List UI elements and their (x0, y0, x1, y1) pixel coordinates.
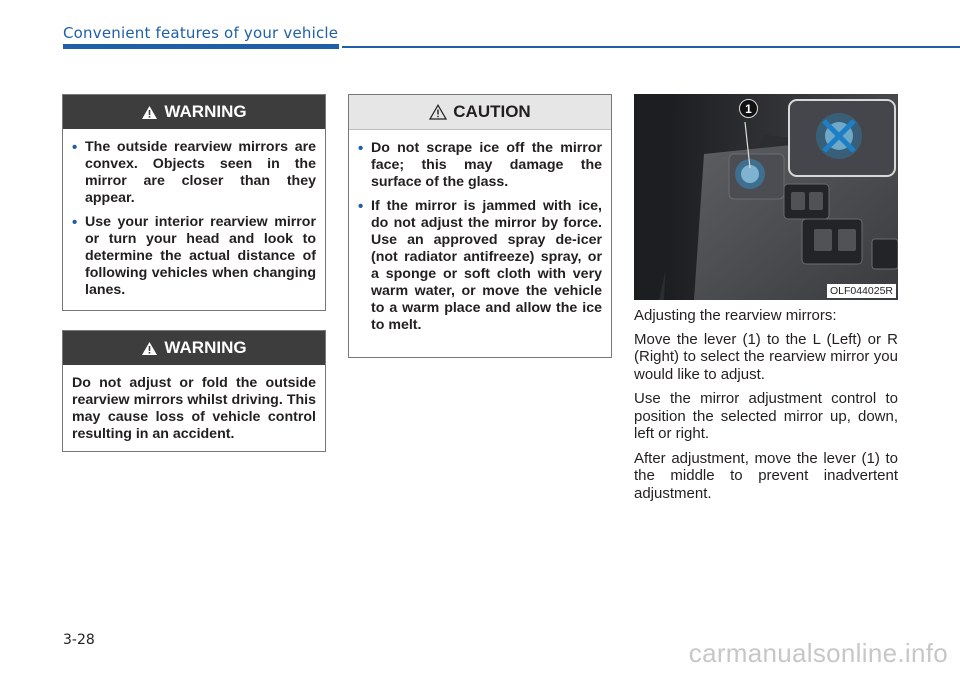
watermark: carmanualsonline.info (688, 638, 948, 668)
page-number: 3-28 (63, 632, 95, 648)
caution-box (348, 94, 612, 358)
warning-header (63, 95, 325, 129)
bullet-icon: • (358, 140, 364, 157)
caution-triangle-icon (429, 104, 447, 120)
instruction-paragraph: Use the mirror adjustment control to position the selected mirror up, down, left or right. (634, 390, 898, 442)
header-rule (342, 46, 960, 48)
list-item (358, 140, 602, 191)
warning-header (63, 331, 325, 365)
caution-header (349, 95, 611, 130)
caution-heading: CAUTION (453, 102, 531, 121)
warning-heading: WARNING (164, 102, 247, 121)
instruction-paragraph: After adjustment, move the lever (1) to the middle to prevent inadvertent adjustment. (634, 449, 898, 502)
header-accent-bar (63, 44, 339, 49)
bullet-text: Use your interior rearview mirror or turn your head and look to determine the actual distance of following vehicles when changing lanes. (85, 214, 316, 298)
instructions-text (634, 307, 898, 509)
bullet-icon: • (358, 198, 364, 215)
warning-heading: WARNING (164, 338, 247, 357)
instruction-paragraph: Move the lever (1) to the L (Left) or R (Right) to select the rearview mirror you would like to adjust. (634, 330, 898, 383)
image-code-label: OLF044025R (827, 284, 896, 298)
bullet-text: The outside rearview mirrors are convex. Objects seen in the mirror are closer than they appear. (85, 139, 316, 206)
bullet-text: If the mirror is jammed with ice, do not adjust the mirror by force. Use an approved spray de-icer (not radiator antifreeze) spray, or a sponge or soft cloth with very warm water, or move the vehicle to a warm place and allow the ice to melt. (371, 198, 602, 333)
warning-triangle-icon (141, 341, 158, 356)
mirror-control-photo (634, 94, 898, 300)
list-item (358, 198, 602, 334)
bullet-text: Do not scrape ice off the mirror face; this may damage the surface of the glass. (371, 140, 602, 190)
warning-box-convex-mirrors (62, 94, 326, 311)
bullet-icon: • (72, 214, 78, 231)
instructions-intro: Adjusting the rearview mirrors: (634, 307, 837, 324)
list-item (72, 214, 316, 299)
callout-1-badge: 1 (739, 99, 758, 118)
warning-triangle-icon (141, 105, 158, 120)
section-title: Convenient features of your vehicle (63, 24, 339, 42)
list-item (72, 139, 316, 207)
bullet-icon: • (72, 139, 78, 156)
warning-box-driving (62, 330, 326, 452)
door-panel-illustration (634, 94, 898, 300)
warning-text: Do not adjust or fold the outside rearview mirrors whilst driving. This may cause loss of vehicle control resulting in an accident. (72, 375, 316, 442)
